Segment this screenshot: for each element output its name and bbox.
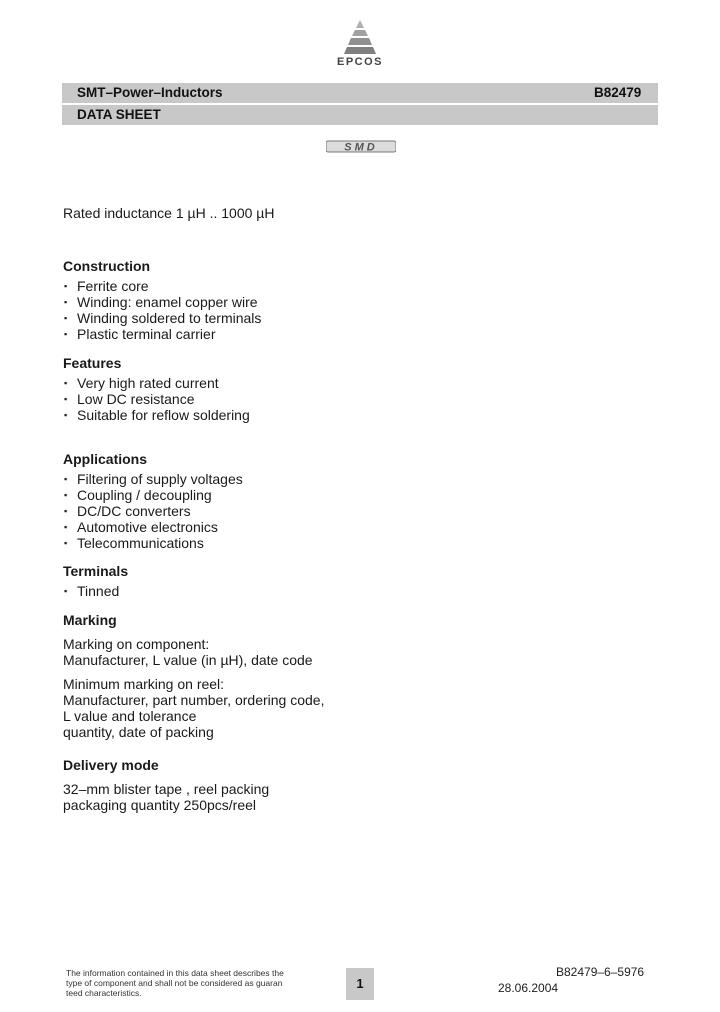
document-date: 28.06.2004 <box>498 981 559 995</box>
doc-subtitle: DATA SHEET <box>77 107 161 122</box>
page-number: 1 <box>346 968 374 1000</box>
terminals-heading: Terminals <box>63 563 129 579</box>
title-band <box>62 83 658 103</box>
marking-line: Minimum marking on reel: <box>63 676 225 692</box>
marking-heading: Marking <box>63 612 117 628</box>
document-code: B82479–6–5976 <box>556 965 645 979</box>
list-item: ▪ Plastic terminal carrier <box>63 326 261 342</box>
marking-line: L value and tolerance <box>63 708 197 724</box>
list-item: ▪ DC/DC converters <box>63 503 243 519</box>
list-item: ▪ Suitable for reflow soldering <box>63 407 250 423</box>
features-section <box>63 355 250 423</box>
list-item: ▪ Ferrite core <box>63 278 261 294</box>
list-item: ▪ Winding: enamel copper wire <box>63 294 261 310</box>
marking-line: Marking on component: <box>63 636 210 652</box>
delivery-heading: Delivery mode <box>63 757 159 773</box>
part-number: B82479 <box>594 85 642 100</box>
list-item: ▪ Telecommunications <box>63 535 243 551</box>
list-item: ▪ Tinned <box>63 583 128 599</box>
disclaimer-line: teed characteristics. <box>66 988 142 998</box>
construction-section <box>63 258 261 342</box>
subtitle-band <box>62 105 658 125</box>
disclaimer <box>66 968 296 998</box>
list-item: ▪ Coupling / decoupling <box>63 487 243 503</box>
marking-line: quantity, date of packing <box>63 724 214 740</box>
list-item: ▪ Winding soldered to terminals <box>63 310 261 326</box>
features-heading: Features <box>63 355 122 371</box>
applications-list <box>63 471 243 551</box>
delivery-section <box>63 757 269 813</box>
list-item: ▪ Automotive electronics <box>63 519 243 535</box>
smd-badge-text: SMD <box>344 141 378 153</box>
doc-title: SMT–Power–Inductors <box>77 85 223 100</box>
construction-heading: Construction <box>63 258 151 274</box>
list-item: ▪ Filtering of supply voltages <box>63 471 243 487</box>
disclaimer-line: type of component and shall not be considered as guaran <box>66 978 283 988</box>
smd-badge <box>326 140 396 153</box>
epcos-logo <box>326 18 394 78</box>
epcos-pyramid-icon <box>340 18 380 56</box>
terminals-list <box>63 583 128 599</box>
applications-section <box>63 451 243 551</box>
logo-text: EPCOS <box>336 56 383 68</box>
list-item: ▪ Low DC resistance <box>63 391 250 407</box>
rated-inductance: Rated inductance 1 µH .. 1000 µH <box>63 205 275 221</box>
construction-list <box>63 278 261 342</box>
terminals-section <box>63 563 128 599</box>
applications-heading: Applications <box>63 451 148 467</box>
marking-section <box>63 612 324 740</box>
features-list <box>63 375 250 423</box>
delivery-line: packaging quantity 250pcs/reel <box>63 797 257 813</box>
marking-line: Manufacturer, L value (in µH), date code <box>63 652 313 668</box>
disclaimer-line: The information contained in this data sheet describes the <box>66 968 284 978</box>
marking-line: Manufacturer, part number, ordering code, <box>63 692 325 708</box>
list-item: ▪ Very high rated current <box>63 375 250 391</box>
delivery-line: 32–mm blister tape , reel packing <box>63 781 270 797</box>
